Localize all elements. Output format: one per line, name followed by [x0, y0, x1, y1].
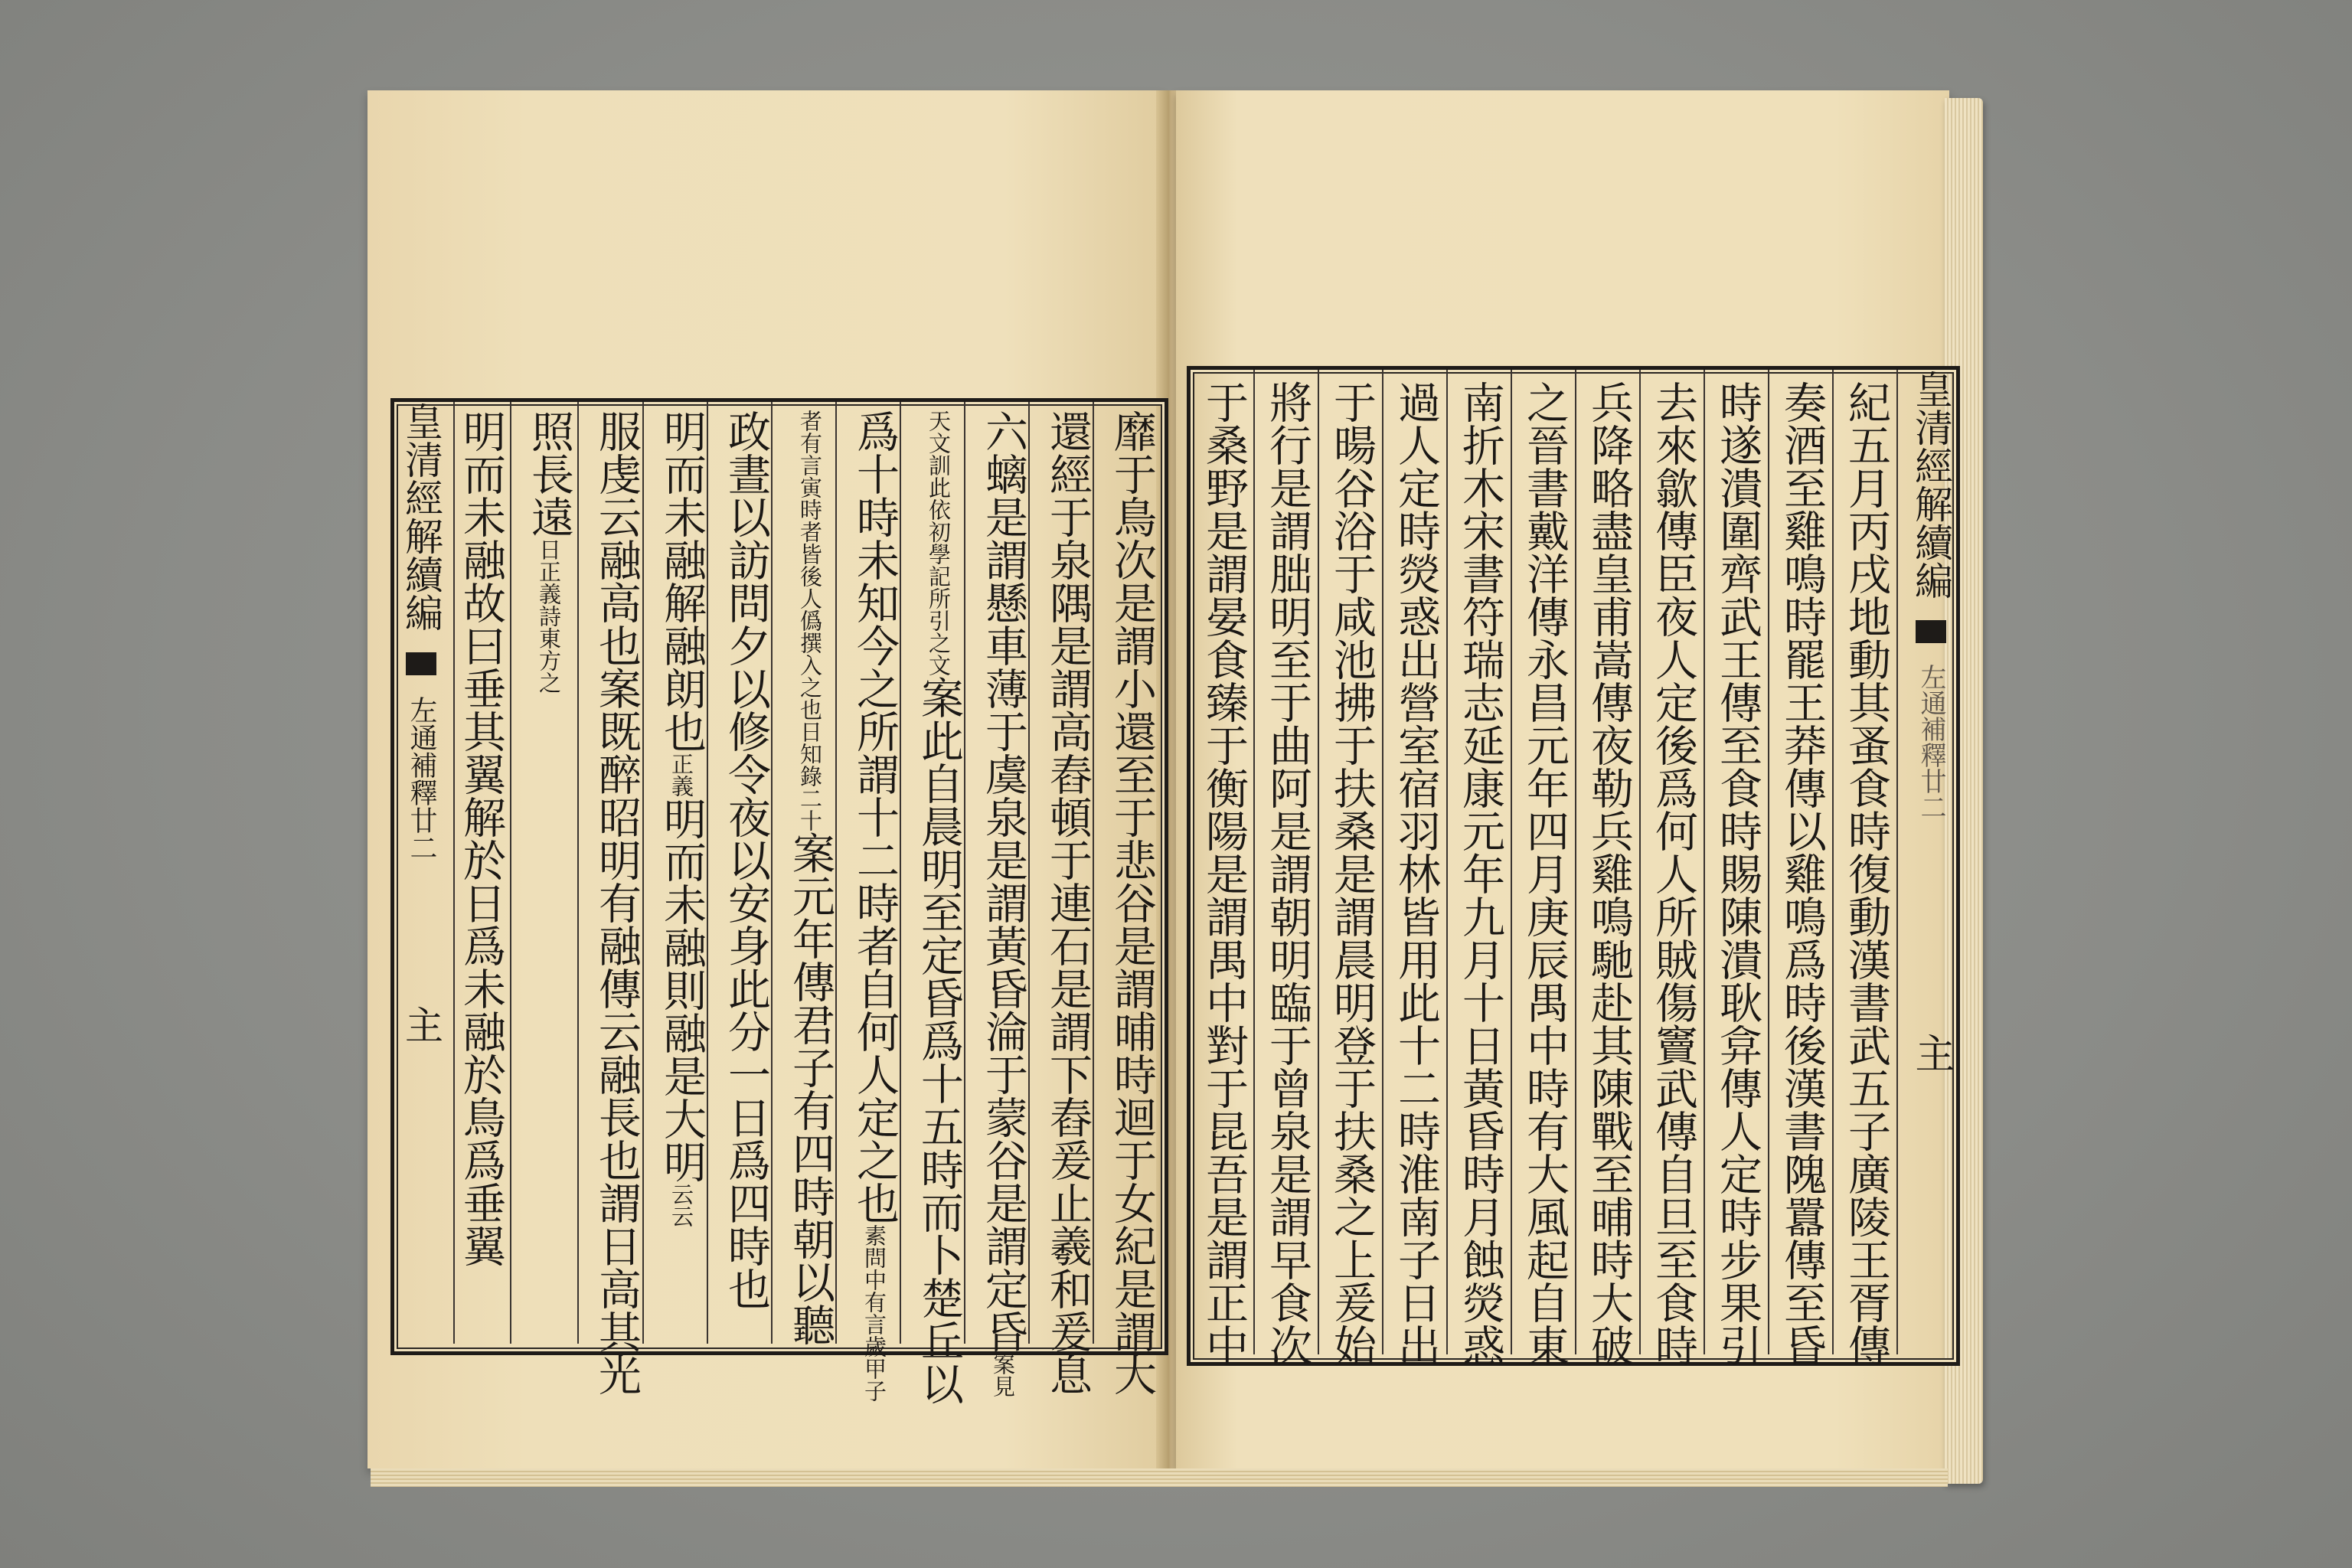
right-text-frame [1187, 366, 1960, 1366]
margin-subtitle: 左通補釋廿二 [1916, 664, 1946, 820]
text-column: 還經于泉隅是謂高舂頓于連石是謂下舂爰止羲和爰息 [1043, 410, 1093, 1396]
column-main-text: 案元年傳君子有四時朝以聽 [786, 831, 835, 1346]
column-rule [1382, 370, 1383, 1354]
column-rule [1575, 370, 1576, 1354]
column-rule [1768, 370, 1769, 1354]
text-column: 時遂潰圍齊武王傳至食時賜陳潰耿弇傳人定時步果引 [1713, 381, 1762, 1367]
left-text-frame [390, 398, 1168, 1405]
margin-subtitle: 左通補釋廿二 [406, 696, 437, 861]
column-note: 正義 [668, 753, 694, 797]
column-main-text: 照長遠 [524, 410, 574, 538]
bottom-edges [371, 1468, 1948, 1487]
text-column: 紀五月丙戌地動其蚤食時復動漢書武五子廣陵王胥傳 [1841, 381, 1891, 1367]
column-main-text: 爲十時未知今之所謂十二時者自何人定之也 [850, 410, 900, 1224]
fishtail-mark [406, 652, 436, 675]
column-main-text: 明而未融則融是大明 [657, 797, 707, 1183]
column-note: 天文訓此依初學記所引之文 [926, 410, 952, 676]
text-column [840, 402, 904, 1402]
text-column: 靡于鳥次是謂小還至于悲谷是謂晡時迴于女紀是謂大 [1107, 410, 1157, 1396]
column-note: 日正義 [536, 538, 562, 605]
text-column: 服虔云融高也案既醉昭明有融傳云融長也謂日高其光 [592, 410, 642, 1396]
text-column: 于暘谷浴于咸池拂于扶桑是謂晨明登于扶桑之上爰始 [1327, 381, 1377, 1367]
text-column: 政晝以訪問夕以修令夜以安身此分一日爲四時也 [721, 410, 771, 1310]
text-column: 將行是謂朏明至于曲阿是謂朝明臨于曾泉是謂早食次 [1263, 381, 1312, 1367]
text-column [514, 402, 579, 1351]
column-rule [1704, 370, 1705, 1354]
text-column: 過人定時熒惑出營室宿羽林皆用此十二時淮南子日出 [1391, 381, 1441, 1367]
column-rule [1253, 370, 1255, 1354]
column-rule [1832, 370, 1834, 1354]
column-main-text: 明而未融解融朗也 [657, 410, 707, 753]
text-column [969, 402, 1033, 1397]
column-main-text: 六螭是謂懸車薄于虞泉是謂黃昏淪于蒙谷是謂定昏 [978, 410, 1028, 1353]
column-rule [1511, 370, 1512, 1354]
column-rule [1318, 370, 1319, 1354]
left-margin-strip [390, 402, 444, 1344]
column-note: 日知錄二十 [797, 720, 823, 831]
text-column: 于桑野是謂晏食臻于衡陽是謂禺中對于昆吾是謂正中 [1199, 381, 1249, 1367]
text-column: 去來歙傳臣夜人定後爲何人所賊傷竇武傳自旦至食時 [1648, 381, 1698, 1367]
column-note: 云云 [668, 1183, 694, 1227]
column-rule [1446, 370, 1448, 1354]
text-column: 明而未融故曰垂其翼解於日爲未融於鳥爲垂翼 [456, 410, 506, 1267]
text-column: 之晉書戴洋傳永昌元年四月庚辰禺中時有大風起自東 [1520, 381, 1570, 1367]
page-number: 主 [1908, 1033, 1954, 1073]
right-margin-strip [1903, 370, 1955, 1354]
text-column: 奏酒至雞鳴時罷王莽傳以雞鳴爲時後漢書隗囂傳至昏 [1777, 381, 1827, 1367]
column-note: 者有言寅時者皆後人僞撰入之也 [797, 410, 823, 720]
text-column [904, 402, 969, 1405]
margin-title: 皇清經解續編 [1909, 370, 1953, 599]
column-note: 素問中有言歲甲子 [861, 1224, 887, 1402]
column-note: 詩東方之 [536, 605, 562, 694]
text-column: 兵降略盡皇甫嵩傳夜勒兵雞鳴馳赴其陳戰至晡時大破 [1584, 381, 1634, 1367]
column-main-text: 案此自晨明至定昏爲十五時而卜楚丘以 [914, 676, 964, 1405]
column-note: 案見 [990, 1353, 1016, 1397]
text-column [776, 402, 840, 1351]
column-rule [1896, 370, 1898, 1354]
column-rule [1639, 370, 1641, 1354]
margin-title: 皇清經解續編 [399, 402, 443, 632]
fishtail-mark [1916, 620, 1946, 643]
text-column: 南折木宋書符瑞志延康元年九月十日黃昏時月蝕熒惑 [1455, 381, 1505, 1367]
page-number: 主 [399, 1005, 443, 1044]
text-column [647, 402, 711, 1351]
